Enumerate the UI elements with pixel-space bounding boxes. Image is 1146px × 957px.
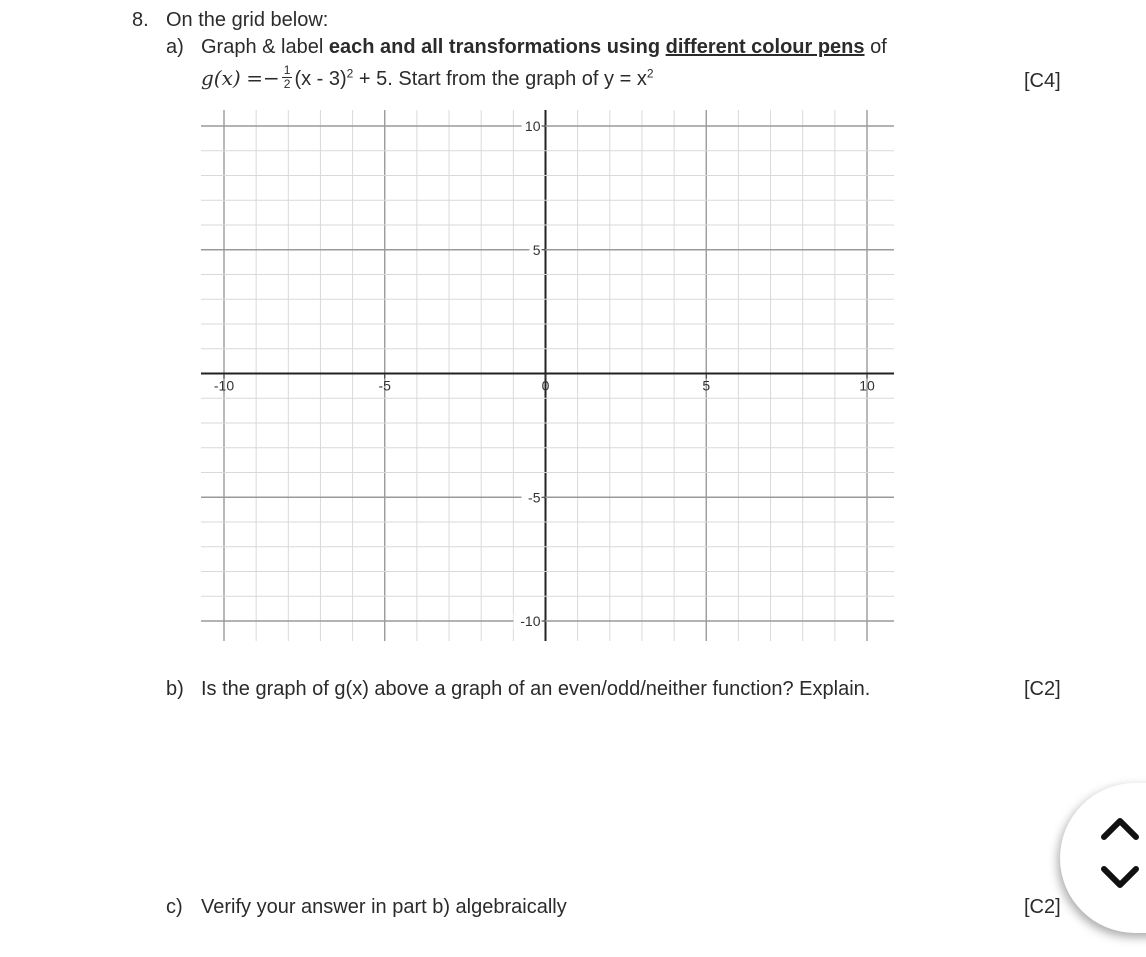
question-intro: On the grid below: (166, 9, 329, 31)
question-number: 8. (132, 9, 149, 31)
part-b-marks: [C2] (1024, 678, 1061, 700)
part-a-letter: a) (166, 36, 184, 58)
y-tick-label: -10 (520, 613, 541, 629)
fraction-numerator: 1 (283, 63, 291, 78)
function-equals: =− (246, 66, 280, 90)
exponent-1: 2 (346, 66, 354, 81)
part-a-text-post: of (864, 36, 887, 58)
part-b-letter: b) (166, 678, 184, 700)
y-tick-label: 5 (532, 241, 541, 258)
exponent-2: 2 (646, 66, 654, 81)
x-tick-label: 10 (859, 377, 875, 394)
chevron-down-icon[interactable] (1100, 865, 1140, 891)
part-c-letter: c) (166, 896, 183, 918)
x-tick-label: 0 (541, 377, 550, 394)
part-c-marks: [C2] (1024, 896, 1061, 918)
part-a-text-underlined: different colour pens (665, 36, 865, 58)
expression-part-2: + 5. Start from the graph of y = x (353, 68, 647, 90)
x-tick-label: -10 (213, 377, 235, 394)
expression-part-1: (x - 3) (294, 68, 347, 90)
x-tick-label: -5 (378, 377, 391, 394)
chevron-up-icon[interactable] (1100, 815, 1140, 841)
fraction-denominator: 2 (283, 77, 291, 92)
function-name: g(x) (201, 66, 241, 90)
x-tick-label: 5 (702, 377, 711, 394)
y-tick-label: -5 (528, 489, 541, 506)
part-a-text-pre: Graph & label (201, 36, 329, 58)
y-tick-label: 10 (524, 118, 541, 134)
part-a-marks: [C4] (1024, 70, 1061, 92)
part-b-text: Is the graph of g(x) above a graph of an even/odd/neither function? Explain. (201, 678, 871, 700)
part-a-text-bold: each and all transformations using (328, 36, 666, 58)
part-c-text: Verify your answer in part b) algebraically (201, 896, 567, 918)
